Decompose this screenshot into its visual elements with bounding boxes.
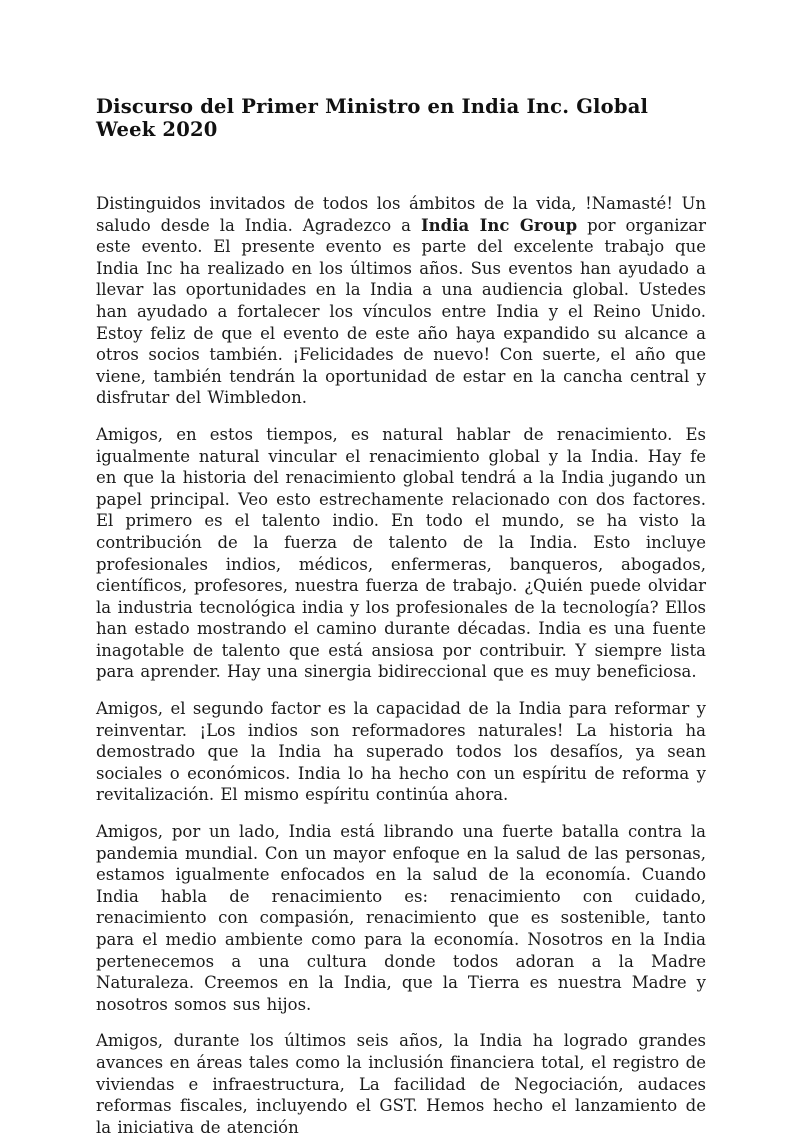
paragraph-5: Amigos, durante los últimos seis años, la India ha logrado grandes avances en áreas tales como la inclusión financiera total, el registro de viviendas e infraestructura, La facilidad de Negociación, audaces reformas fiscales, incluyendo el GST. Hemos hecho el lanzamiento de la iniciativa de atención <box>96 1031 706 1137</box>
paragraph-3: Amigos, el segundo factor es la capacidad de la India para reformar y reinventar. ¡Los indios son reformadores naturales! La historia ha demostrado que la India ha superado todos los desafíos, ya sean sociales o económicos. India lo ha hecho con un espíritu de reforma y revitalización. El mismo espíritu continúa ahora. <box>96 699 706 805</box>
paragraph-1-text-after-bold: por organizar este evento. El presente evento es parte del excelente trabajo que India Inc ha realizado en los últimos años. Sus eventos han ayudado a llevar las oportunidades en la India a una audiencia global. Ustedes han ayudado a fortalecer los vínculos entre India y el Reino Unido. Estoy feliz de que el evento de este año haya expandido su alcance a otros socios también. ¡Felicidades de nuevo! Con suerte, el año que viene, también tendrán la oportunidad de estar en la cancha central y disfrutar del Wimbledon. <box>96 215 706 408</box>
document-title: Discurso del Primer Ministro en India Inc. Global Week 2020 <box>96 95 649 141</box>
paragraph-1-text-before-bold: Distinguidos invitados de todos los ámbitos de la vida, !Namasté! Un saludo desde la India. Agradezco a <box>96 194 706 235</box>
paragraph-4: Amigos, por un lado, India está librando una fuerte batalla contra la pandemia mundial. Con un mayor enfoque en la salud de las personas, estamos igualmente enfocados en la salud de la economía. Cuando India habla de renacimiento es: renacimiento con cuidado, renacimiento con compasión, renacimiento que es sostenible, tanto para el medio ambiente como para la economía. Nosotros en la India pertenecemos a una cultura donde todos adoran a la Madre Naturaleza. Creemos en la India, que la Tierra es nuestra Madre y nosotros somos sus hijos. <box>96 822 706 1014</box>
paragraph-2: Amigos, en estos tiempos, es natural hablar de renacimiento. Es igualmente natural vincular el renacimiento global y la India. Hay fe en que la historia del renacimiento global tendrá a la India jugando un papel principal. Veo esto estrechamente relacionado con dos factores. El primero es el talento indio. En todo el mundo, se ha visto la contribución de la fuerza de talento de la India. Esto incluye profesionales indios, médicos, enfermeras, banqueros, abogados, científicos, profesores, nuestra fuerza de trabajo. ¿Quién puede olvidar la industria tecnológica india y los profesionales de la tecnología? Ellos han estado mostrando el camino durante décadas. India es una fuente inagotable de talento que está ansiosa por contribuir. Y siempre lista para aprender. Hay una sinergia bidireccional que es muy beneficiosa. <box>96 424 706 682</box>
paragraph-1 <box>96 193 706 409</box>
paragraph-1-bold-org-name: India Inc Group <box>420 215 578 235</box>
